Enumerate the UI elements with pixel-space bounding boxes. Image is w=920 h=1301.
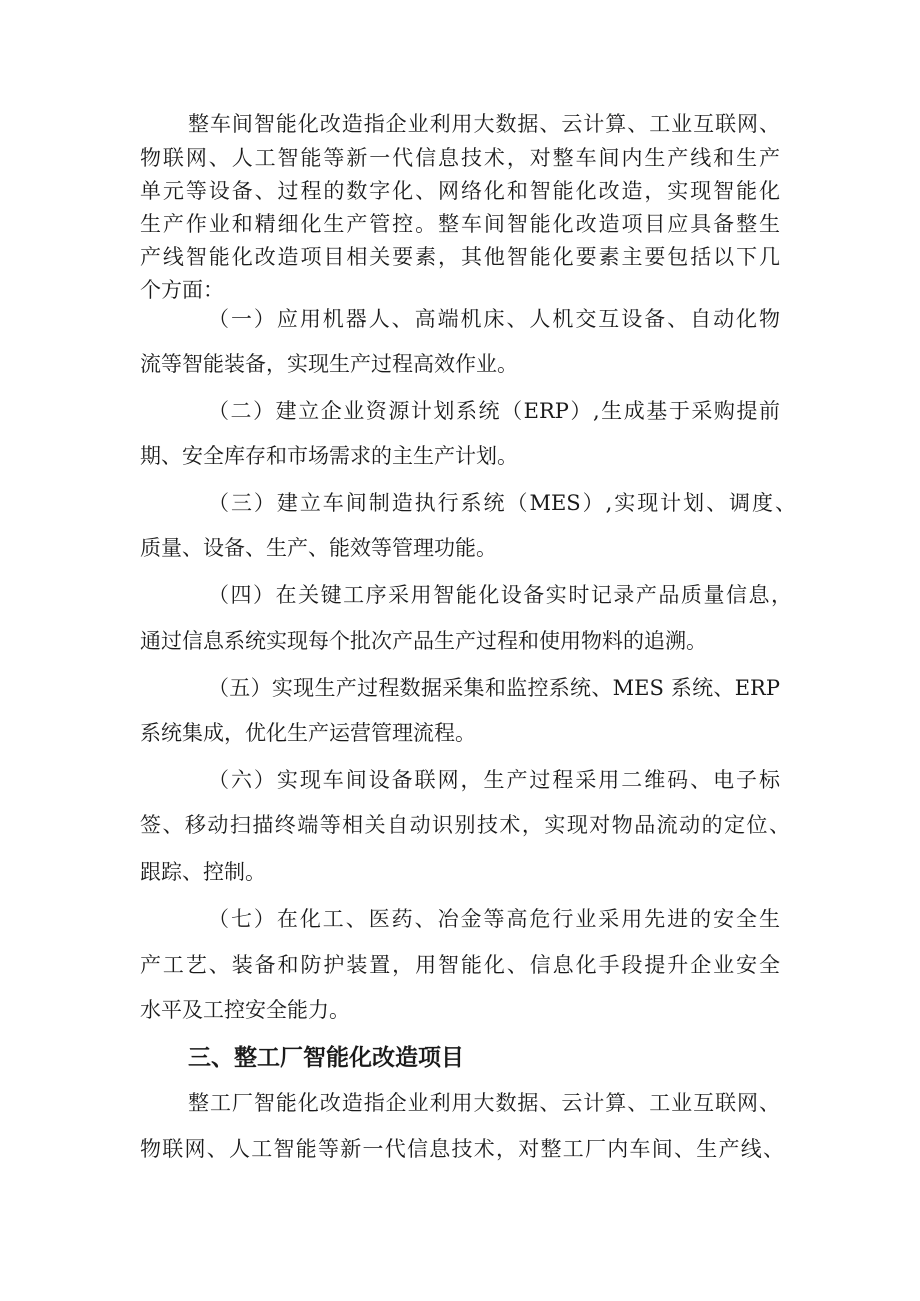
- item-7-line-2: 产工艺、装备和防护装置，用智能化、信息化手段提升企业安全: [140, 953, 780, 977]
- item-4-line-1: （四）在关键工序采用智能化设备实时记录产品质量信息，: [208, 583, 792, 607]
- item-4-line-2: 通过信息系统实现每个批次产品生产过程和使用物料的追溯。: [140, 629, 707, 653]
- intro-line-2: 物联网、人工智能等新一代信息技术，对整车间内生产线和生产: [140, 146, 780, 170]
- item-7-line-1: （七）在化工、医药、冶金等高危行业采用先进的安全生: [208, 907, 780, 931]
- intro-line-6: 个方面：: [140, 278, 224, 302]
- item-6-line-1: （六）实现车间设备联网，生产过程采用二维码、电子标: [208, 768, 780, 792]
- item-5-line-1: （五）实现生产过程数据采集和监控系统、MES 系统、ERP: [208, 676, 780, 700]
- item-3-line-2: 质量、设备、生产、能效等管理功能。: [140, 536, 497, 560]
- intro-line-1: 整车间智能化改造指企业利用大数据、云计算、工业互联网、: [188, 112, 780, 136]
- item-2-line-1: （二）建立企业资源计划系统（ERP）,生成基于采购提前: [208, 399, 780, 423]
- intro-line-4: 生产作业和精细化生产管控。整车间智能化改造项目应具备整生: [140, 212, 780, 236]
- item-7-line-3: 水平及工控安全能力。: [140, 998, 350, 1022]
- item-1-line-1: （一）应用机器人、高端机床、人机交互设备、自动化物: [208, 307, 780, 331]
- section-heading: 三、整工厂智能化改造项目: [188, 1045, 464, 1071]
- item-5-line-2: 系统集成，优化生产运营管理流程。: [140, 721, 476, 745]
- intro-line-3: 单元等设备、过程的数字化、网络化和智能化改造，实现智能化: [140, 179, 780, 203]
- item-6-line-2: 签、移动扫描终端等相关自动识别技术，实现对物品流动的定位、: [140, 813, 790, 837]
- section-line-2: 物联网、人工智能等新一代信息技术，对整工厂内车间、生产线、: [140, 1137, 784, 1161]
- item-1-line-2: 流等智能装备，实现生产过程高效作业。: [140, 352, 518, 376]
- intro-line-5: 产线智能化改造项目相关要素，其他智能化要素主要包括以下几: [140, 245, 780, 269]
- item-2-line-2: 期、安全库存和市场需求的主生产计划。: [140, 444, 518, 468]
- item-6-line-3: 跟踪、控制。: [140, 860, 266, 884]
- item-3-line-1: （三）建立车间制造执行系统（MES）,实现计划、调度、: [208, 491, 796, 515]
- section-line-1: 整工厂智能化改造指企业利用大数据、云计算、工业互联网、: [188, 1091, 780, 1115]
